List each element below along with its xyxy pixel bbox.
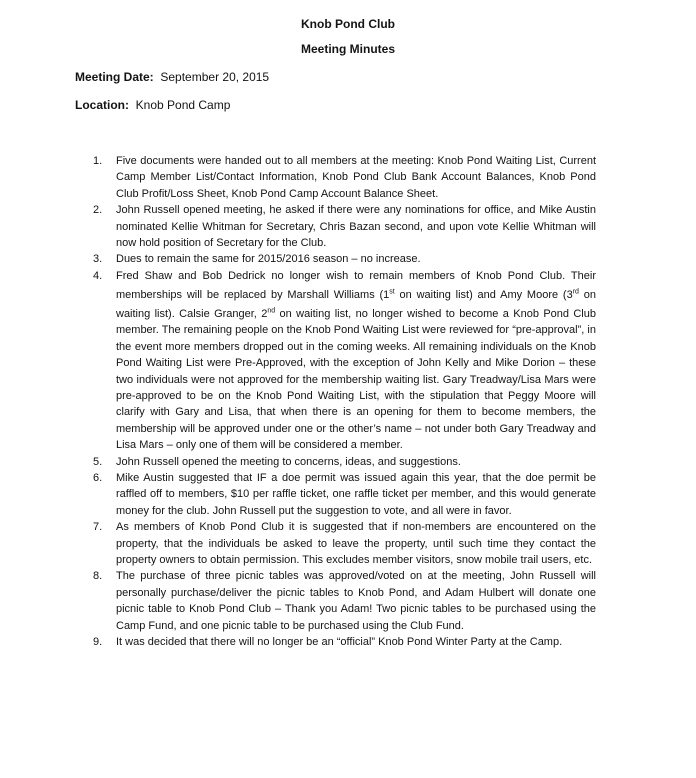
item-text: John Russell opened the meeting to concerns, ideas, and suggestions. xyxy=(116,455,461,468)
list-item xyxy=(93,153,596,202)
list-item xyxy=(93,519,596,568)
ordinal-suffix: rd xyxy=(572,288,579,296)
item-text: Five documents were handed out to all members at the meeting: Knob Pond Waiting List, Current Camp Member List/Contact Information, Knob Pond Club Bank Account Balances, Knob Pond Club Profit/Loss Sheet, Knob Pond Camp Account Balance Sheet. xyxy=(116,155,596,200)
item-number: 1. xyxy=(93,155,103,167)
meeting-date-label: Meeting Date: xyxy=(75,70,154,84)
list-item xyxy=(93,470,596,519)
item-text: Fred Shaw and Bob Dedrick no longer wish to remain members of Knob Pond Club. Their memberships will be replaced by Marshall Williams (1st on waiting list) and Amy Moore (3rd on waiting list). Calsie Granger, 2nd on waiting list, no longer wished to become a Knob Pond Club member. The remaining people on the Knob Pond Waiting List were reviewed for “pre-approval”, in the event more members dropped out in the coming weeks. All remaining individuals on the Knob Pond Waiting List were Pre-Approved, with the exception of John Kelly and Mike Dorion – these two individuals were not approved for the membership waiting list. Gary Treadway/Lisa Mars were pre-approved to be on the Knob Pond Waiting List, with the stipulation that Peggy Moore will clarify with Gary and Lisa, that when there is an opening for them to become members, the membership will be approved under one or the other’s name – not under both Gary Treadway and Lisa Mars – only one of them will be considered a member. xyxy=(116,269,596,452)
item-number: 8. xyxy=(93,570,103,583)
item-number: 4. xyxy=(93,269,103,282)
document-title: Knob Pond Club xyxy=(301,17,395,31)
ordinal-suffix: st xyxy=(389,288,395,296)
meeting-date-line xyxy=(75,70,269,84)
list-item xyxy=(93,568,596,634)
item-text: As members of Knob Pond Club it is suggested that if non-members are encountered on the property, that the individuals be asked to leave the property, until such time they contact the property owners to obtain permission. This excludes member visitors, snow mobile trail users, etc. xyxy=(116,521,596,567)
list-item xyxy=(93,251,596,267)
item-number: 3. xyxy=(93,253,103,266)
location-value: Knob Pond Camp xyxy=(135,98,231,112)
item-text: Mike Austin suggested that IF a doe permit was issued again this year, that the doe permit be raffled off to members, $10 per raffle ticket, one raffle ticket per member, and this would generate money for the club. John Russell put the suggestion to vote, and all were in favor. xyxy=(116,472,596,517)
item-number: 6. xyxy=(93,472,103,485)
minutes-list xyxy=(93,153,596,651)
location-line xyxy=(75,98,230,112)
item-number: 7. xyxy=(93,521,103,534)
item-text: John Russell opened meeting, he asked if there were any nominations for office, and Mike Austin nominated Kellie Whitman for Secretary, Chris Bazan second, and upon vote Kellie Whitman will now hold position of Secretary for the Club. xyxy=(116,204,596,250)
list-item xyxy=(93,634,596,650)
item-number: 9. xyxy=(93,636,103,649)
meeting-date-value: September 20, 2015 xyxy=(160,70,270,84)
item-text: Dues to remain the same for 2015/2016 season – no increase. xyxy=(116,253,421,266)
item-number: 2. xyxy=(93,204,103,217)
ordinal-suffix: nd xyxy=(267,307,276,315)
item-text: It was decided that there will no longer be an “official” Knob Pond Winter Party at the Camp. xyxy=(116,636,563,649)
document-subtitle: Meeting Minutes xyxy=(300,42,395,56)
list-item xyxy=(93,268,596,454)
list-item xyxy=(93,454,596,470)
list-item xyxy=(93,202,596,251)
item-text: The purchase of three picnic tables was approved/voted on at the meeting, John Russell will personally purchase/deliver the picnic tables to Knob Pond, and Adam Hulbert will donate one picnic table to Knob Pond Club – Thank you Adam! Two picnic tables to be purchased using the Camp Fund, and one picnic table to be purchased using the Club Fund. xyxy=(116,570,596,632)
location-label: Location: xyxy=(75,98,129,112)
item-number: 5. xyxy=(93,455,103,468)
